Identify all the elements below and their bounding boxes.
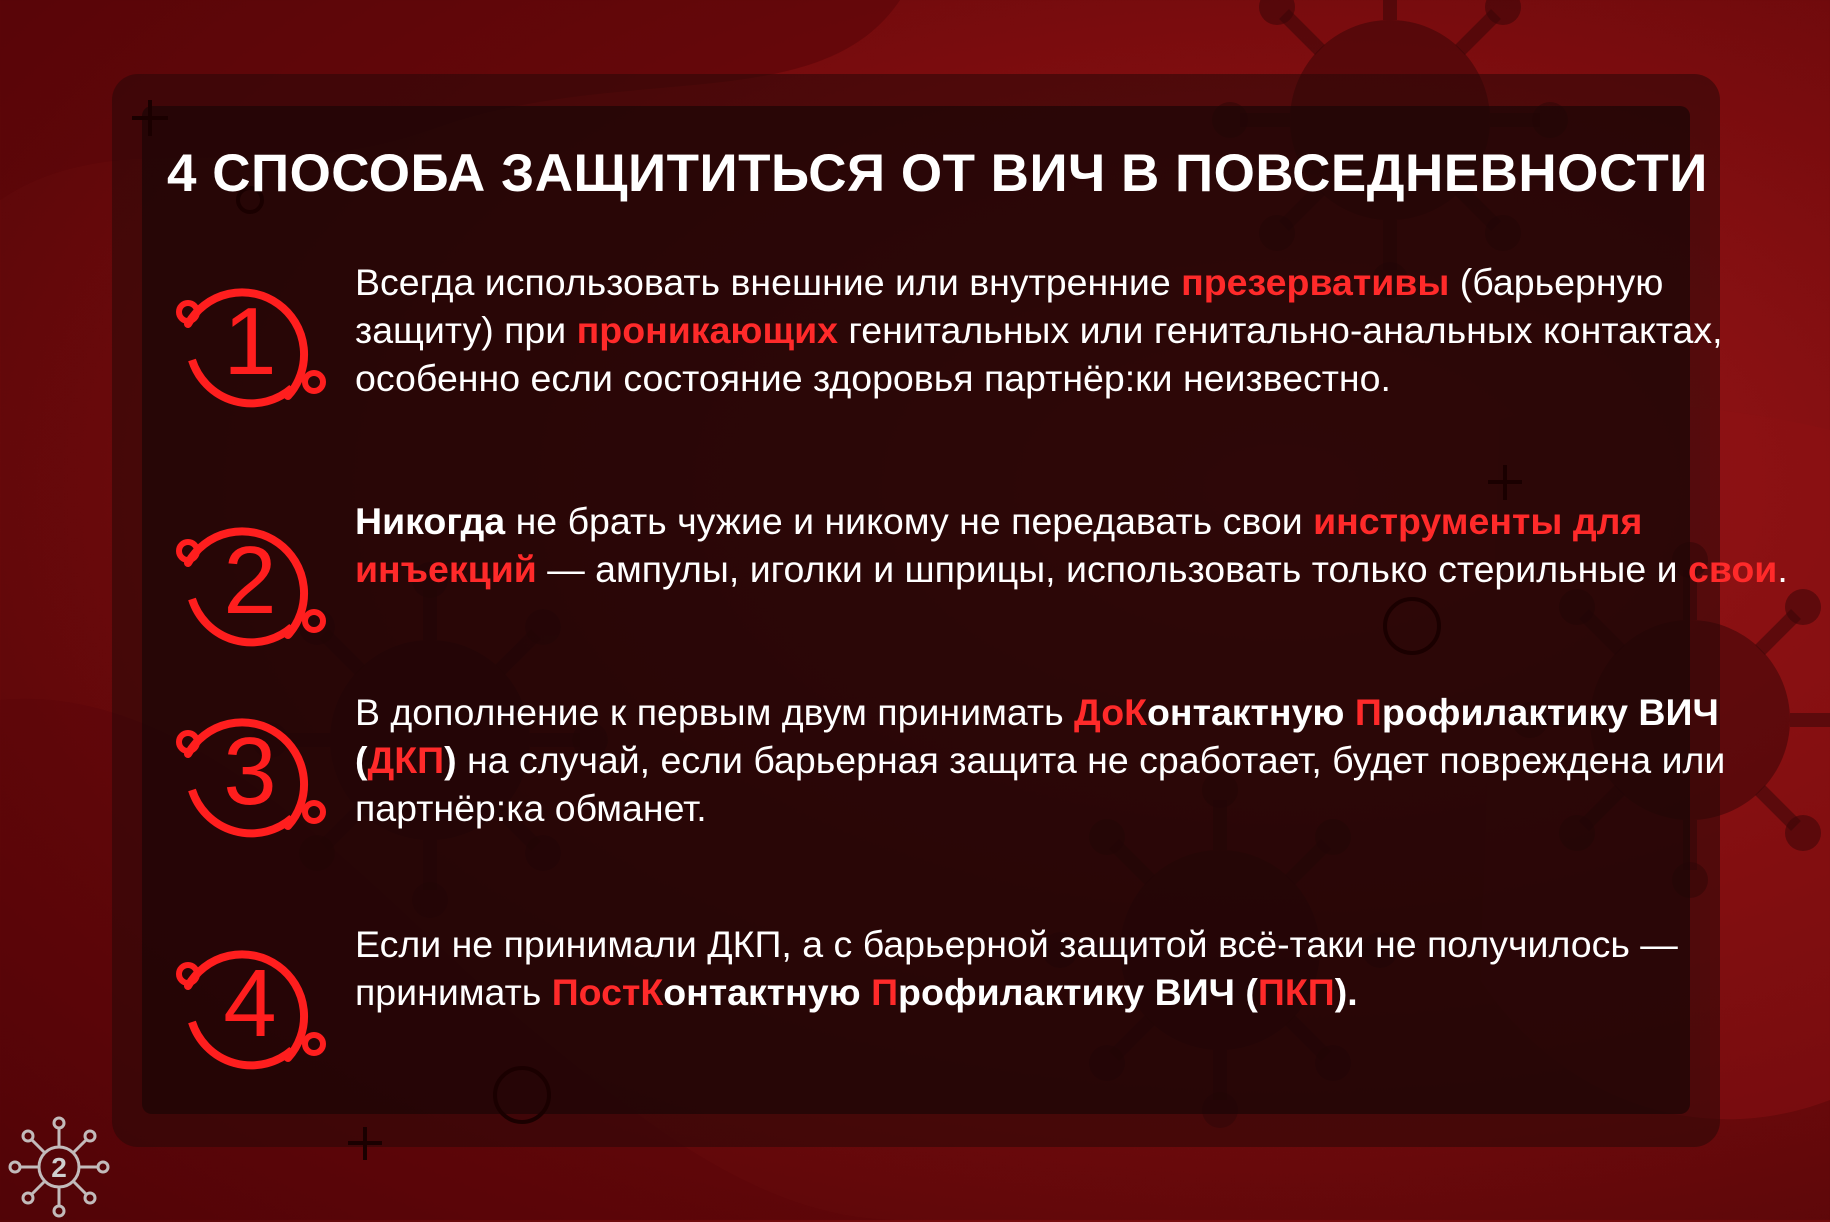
bold-text: Никогда (355, 500, 506, 542)
number-badge (168, 920, 328, 1080)
bold-text: онтактную (1147, 691, 1355, 733)
body-text: (барьерную защиту) при (355, 261, 1664, 351)
bold-text: ). (1334, 971, 1358, 1013)
number-badge (168, 258, 328, 418)
item-text (355, 497, 1805, 593)
body-text: генитальных или генитально-анальных контактах, особенно если состояние здоровья партнёр:ки неизвестно. (355, 309, 1723, 399)
item-text (355, 688, 1805, 832)
body-text: Если не принимали ДКП, а с барьерной защитой всё-таки не получилось — принимать (355, 923, 1678, 1013)
highlight-text: ДКП (367, 739, 445, 781)
bold-text: онтактную (663, 971, 872, 1013)
highlight-text: проникающих (576, 309, 839, 351)
highlight-text: Пост (551, 971, 641, 1013)
plus-mark (348, 1127, 382, 1160)
highlight-text: К (1124, 691, 1148, 733)
virus-logo-icon (4, 1112, 114, 1222)
highlight-text: свои (1687, 548, 1778, 590)
ring-mark (1385, 599, 1439, 653)
bold-text: ) (444, 739, 457, 781)
highlight-text: инструменты для инъекций (355, 500, 1643, 590)
plus-mark (132, 100, 168, 136)
item-text (355, 920, 1805, 1016)
number-label: 3 (223, 718, 277, 825)
body-text: на случай, если барьерная защита не сработает, будет повреждена или партнёр:ка обманет. (355, 739, 1726, 829)
body-text: . (1777, 548, 1788, 590)
number-label: 1 (223, 288, 277, 395)
logo-label: 2 (51, 1152, 67, 1183)
ring-mark (495, 1068, 549, 1122)
highlight-text: До (1074, 691, 1125, 733)
number-label: 4 (223, 950, 277, 1057)
plus-mark (1488, 465, 1522, 500)
page-title: 4 СПОСОБА ЗАЩИТИТЬСЯ ОТ ВИЧ В ПОВСЕДНЕВНОСТИ (167, 144, 1708, 203)
number-badge (168, 497, 328, 657)
highlight-text: П (1354, 691, 1382, 733)
highlight-text: К (640, 971, 664, 1013)
body-text: — ампулы, иголки и шприцы, использовать только стерильные и (536, 548, 1688, 590)
highlight-text: презервативы (1181, 261, 1450, 303)
body-text: не брать чужие и никому не передавать свои (505, 500, 1314, 542)
body-text: В дополнение к первым двум принимать (355, 691, 1075, 733)
bold-text: рофилактику ВИЧ ( (355, 691, 1719, 781)
highlight-text: ПКП (1257, 971, 1335, 1013)
body-text: Всегда использовать внешние или внутренние (355, 261, 1182, 303)
bold-text: рофилактику ВИЧ ( (898, 971, 1258, 1013)
item-text (355, 258, 1805, 402)
number-badge (168, 688, 328, 848)
highlight-text: П (871, 971, 899, 1013)
number-label: 2 (223, 527, 277, 634)
